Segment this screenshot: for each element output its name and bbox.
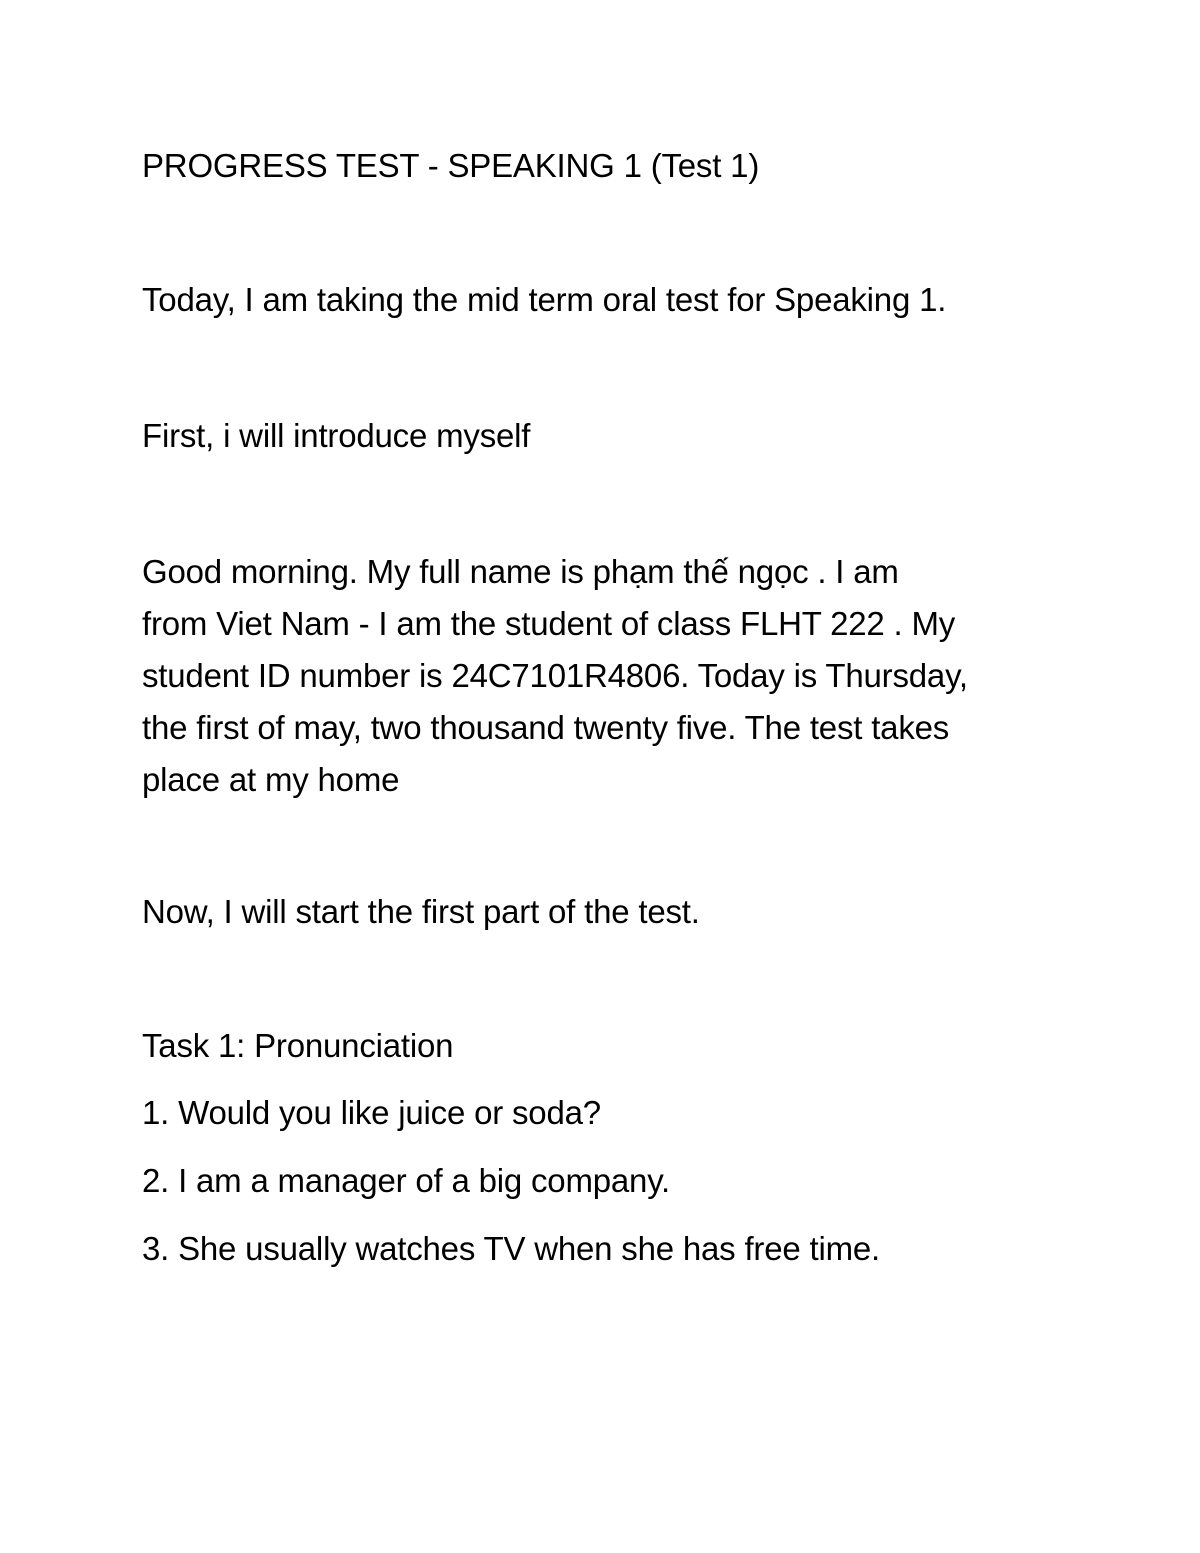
- task-item-1: 1. Would you like juice or soda?: [142, 1094, 601, 1131]
- introduction-line: student ID number is 24C7101R4806. Today is Thursday,: [142, 657, 968, 694]
- introduction-line: from Viet Nam - I am the student of class FLHT 222 . My: [142, 605, 956, 642]
- task-item-3: 3. She usually watches TV when she has free time.: [142, 1230, 880, 1267]
- first-paragraph: First, i will introduce myself: [142, 417, 531, 454]
- document-title: PROGRESS TEST - SPEAKING 1 (Test 1): [142, 147, 760, 184]
- introduction-line: the first of may, two thousand twenty five. The test takes: [142, 709, 950, 746]
- task-heading: Task 1: Pronunciation: [142, 1027, 454, 1064]
- task-item-2: 2. I am a manager of a big company.: [142, 1162, 671, 1199]
- introduction-line: Good morning. My full name is phạm thế ngọc . I am: [142, 553, 899, 590]
- part-start-paragraph: Now, I will start the first part of the test.: [142, 893, 700, 930]
- intro-paragraph: Today, I am taking the mid term oral test for Speaking 1.: [142, 281, 947, 318]
- self-introduction-paragraph: [142, 546, 1072, 806]
- introduction-line: place at my home: [142, 761, 400, 798]
